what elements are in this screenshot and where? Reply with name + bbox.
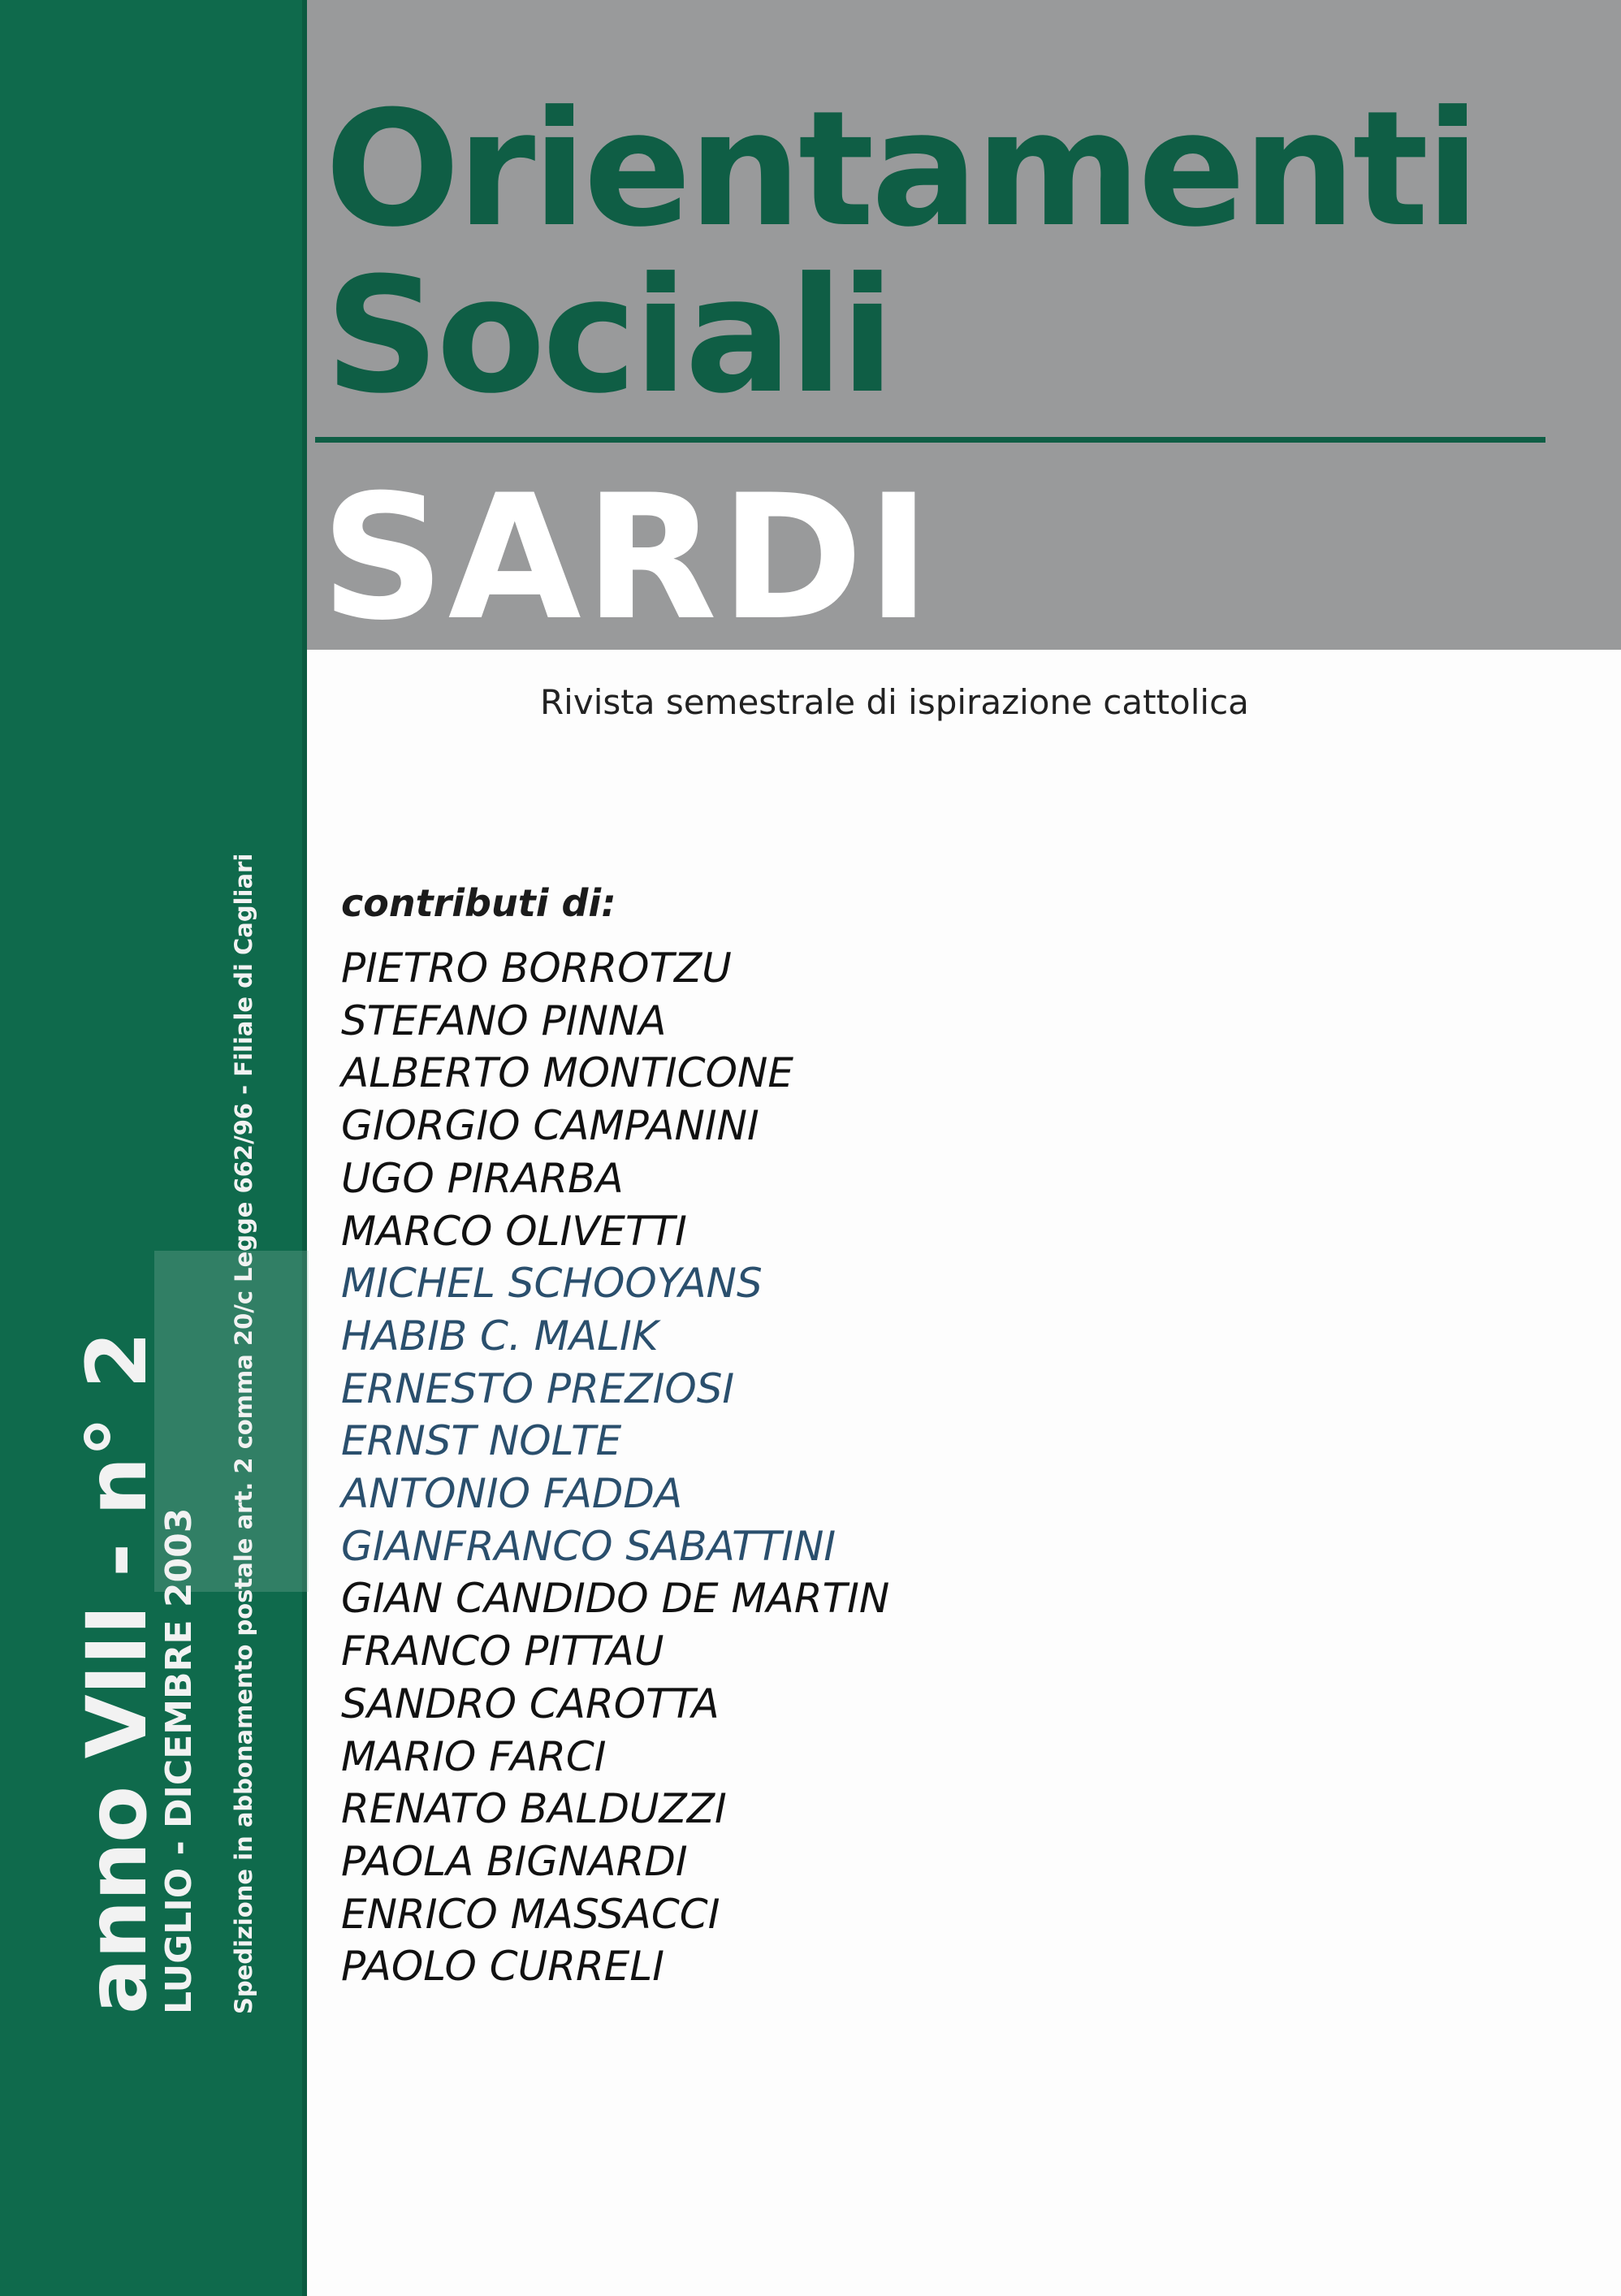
issue-number: anno VIII - n° 2 bbox=[69, 1332, 166, 2014]
contributor-name: ENRICO MASSACCI bbox=[341, 1890, 720, 1938]
postal-note: Spedizione in abbonamento postale art. 2 comma 20/c Legge 662/96 - Filiale di Cagliari bbox=[230, 853, 257, 2014]
contributor-name: PAOLO CURRELI bbox=[341, 1943, 664, 1991]
masthead-title-line-1: Orientamenti bbox=[325, 77, 1477, 262]
contributors-heading: contributi di: bbox=[341, 881, 616, 925]
masthead-rule bbox=[315, 437, 1545, 443]
contributor-name: HABIB C. MALIK bbox=[341, 1312, 659, 1360]
contributor-name: GIORGIO CAMPANINI bbox=[341, 1102, 759, 1150]
contributor-name: ANTONIO FADDA bbox=[341, 1470, 683, 1518]
contributor-name: SANDRO CAROTTA bbox=[341, 1680, 720, 1727]
contributor-name: MICHEL SCHOOYANS bbox=[341, 1260, 763, 1308]
contributor-name: ERNST NOLTE bbox=[341, 1417, 622, 1465]
masthead-subtitle: Rivista semestrale di ispirazione cattolica bbox=[540, 682, 1249, 722]
contributor-name: PAOLA BIGNARDI bbox=[341, 1837, 688, 1885]
contributor-name: PIETRO BORROTZU bbox=[341, 945, 732, 992]
contributor-name: MARCO OLIVETTI bbox=[341, 1207, 687, 1255]
contributor-name: UGO PIRARBA bbox=[341, 1154, 624, 1202]
contributor-name: ALBERTO MONTICONE bbox=[341, 1049, 793, 1097]
contributors-list bbox=[341, 942, 889, 1993]
contributor-name: ERNESTO PREZIOSI bbox=[341, 1364, 735, 1412]
contributor-name: RENATO BALDUZZI bbox=[341, 1785, 727, 1833]
masthead-title-line-3: SARDI bbox=[321, 457, 934, 658]
contributor-name: GIANFRANCO SABATTINI bbox=[341, 1522, 836, 1570]
issue-period: LUGLIO - DICEMBRE 2003 bbox=[158, 1507, 200, 2014]
contributor-name: STEFANO PINNA bbox=[341, 997, 667, 1044]
contributor-name: FRANCO PITTAU bbox=[341, 1628, 664, 1676]
contributor-name: MARIO FARCI bbox=[341, 1732, 607, 1780]
contributor-name: GIAN CANDIDO DE MARTIN bbox=[341, 1575, 890, 1623]
masthead-title-line-2: Sociali bbox=[325, 244, 892, 429]
